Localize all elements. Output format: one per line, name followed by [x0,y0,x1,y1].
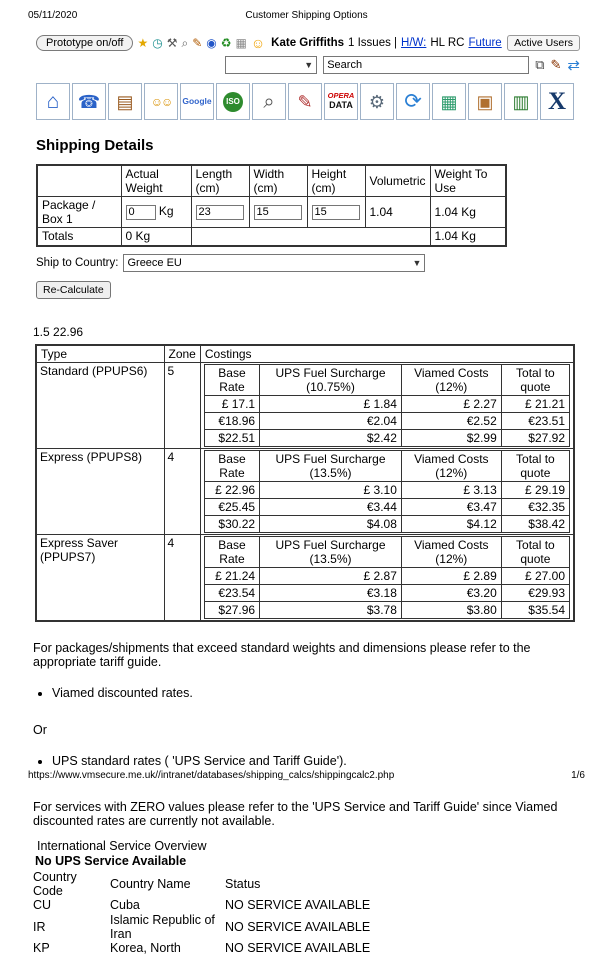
service-costings-cell [200,534,574,621]
cost-cell: £ 3.13 [401,481,501,498]
cost-cell: €29.93 [501,584,569,601]
volumetric-cell: 1.04 [365,197,430,228]
service-type: Standard (PPUPS6) [36,362,164,448]
service-row-express-saver [36,534,574,621]
pencil-icon[interactable]: ✎ [192,36,203,50]
service-zone: 5 [164,362,200,448]
book-button[interactable] [504,83,538,120]
cost-cell: £ 1.84 [260,395,402,412]
print-title: Customer Shipping Options [245,10,368,21]
cost-cell: £ 2.27 [401,395,501,412]
cost-cell: £ 2.89 [401,567,501,584]
cost-header-viamed: Viamed Costs (12%) [401,450,501,481]
cost-header-total: Total to quote [501,364,569,395]
svc-header-status: Status [225,876,261,891]
user-name: Kate Griffiths [271,37,345,49]
country-name: Cuba [110,898,140,912]
cost-cell: $27.96 [204,601,259,618]
actual-weight-unit: Kg [158,204,174,219]
country-code: KP [33,941,50,955]
country-status: NO SERVICE AVAILABLE [225,898,371,912]
cost-header-viamed: Viamed Costs (12%) [401,364,501,395]
cost-breakdown-table [204,536,570,619]
totals-spacer [191,228,430,246]
search-input[interactable] [323,56,529,74]
recycle-icon[interactable]: ♻ [220,36,232,50]
package-icon: ▣ [476,91,494,112]
or-text: Or [33,722,47,737]
totals-label: Totals [37,228,121,246]
length-input[interactable] [196,205,244,220]
image-icon: ▦ [440,91,458,112]
phone-icon: ☎ [77,91,101,112]
service-type: Express (PPUPS8) [36,448,164,534]
no-service-table [33,870,370,956]
chest-button[interactable] [108,83,142,120]
ship-header-height: Height (cm) [307,165,365,197]
actual-weight-cell [121,197,191,228]
cost-row-eur [204,498,569,515]
cost-row-usd [204,601,569,618]
package-button[interactable] [468,83,502,120]
ship-header-weight-to-use: Weight To Use [430,165,506,197]
svc-header-code: Country Code [33,869,77,898]
country-code: CU [33,898,52,912]
cost-header-base: Base Rate [204,364,259,395]
cost-row-usd [204,515,569,532]
cost-cell: €3.44 [260,498,402,515]
topbar [36,35,580,51]
tools-icon[interactable]: ⚒ [166,36,178,50]
service-costings-cell [200,362,574,448]
cost-row-gbp [204,481,569,498]
svc-header-name: Country Name [110,876,191,891]
cost-cell: $2.42 [260,429,402,446]
country-name: Korea, North [110,941,181,955]
ship-to-row [36,254,613,272]
magnifier-icon[interactable]: ⌕ [181,36,189,50]
service-type: Express Saver (PPUPS7) [36,534,164,621]
clock-icon[interactable]: ◷ [152,36,163,50]
service-costings-cell [200,448,574,534]
costings-header-type: Type [36,345,164,363]
cost-header-fuel: UPS Fuel Surcharge (13.5%) [260,536,402,567]
users-icon: ☺☺ [150,94,172,109]
tariff-note: For packages/shipments that exceed standard weights and dimensions please refer to the appropriate tariff guide. [33,640,531,669]
cost-breakdown-table [204,364,570,447]
iso-icon: ISO [223,92,243,112]
cost-cell: €23.51 [501,412,569,429]
search-icon: ⌕ [263,90,275,113]
print-header [0,0,613,21]
cost-header-base: Base Rate [204,536,259,567]
cost-cell: $30.22 [204,515,259,532]
print-date: 05/11/2020 [28,10,78,21]
country-status: NO SERVICE AVAILABLE [225,941,371,955]
cost-cell: €32.35 [501,498,569,515]
cost-breakdown-table [204,450,570,533]
edit-document-icon: ✎ [297,91,313,112]
hw-link[interactable]: H/W: [401,37,427,49]
cost-header-base: Base Rate [204,450,259,481]
edit-document-button[interactable] [288,83,322,120]
cost-header-fuel: UPS Fuel Surcharge (13.5%) [260,450,402,481]
future-link[interactable]: Future [468,37,502,49]
no-ups-service-title: No UPS Service Available [35,853,187,868]
cost-row-eur [204,584,569,601]
footer-page-number: 1/6 [571,770,585,781]
cost-cell: €23.54 [204,584,259,601]
hw-value: HL RC [430,37,465,49]
external-link-icon[interactable]: ⧉ [535,57,545,72]
cost-cell: €3.18 [260,584,402,601]
google-icon: Google [182,96,212,107]
chevron-down-icon: ▼ [304,60,314,70]
service-zone: 4 [164,534,200,621]
star-icon[interactable]: ★ [137,36,149,50]
page-title: Shipping Details [36,137,154,154]
home-button[interactable] [36,83,70,120]
grid-icon[interactable]: ▦ [235,36,247,50]
cost-cell: €18.96 [204,412,259,429]
prototype-toggle-button[interactable]: Prototype on/off [36,35,133,51]
search-tool-button[interactable] [252,83,286,120]
cost-cell: $27.92 [501,429,569,446]
ship-to-country-selected: Greece EU [127,256,182,269]
cost-cell: $4.08 [260,515,402,532]
cost-cell: £ 21.24 [204,567,259,584]
cost-row-eur [204,412,569,429]
bullet-ups-rates: • UPS standard rates ( 'UPS Service and Tariff Guide'). [52,754,613,768]
height-cell [307,197,365,228]
cost-row-gbp [204,395,569,412]
cost-header-fuel: UPS Fuel Surcharge (10.75%) [260,364,402,395]
package-row-label: Package / Box 1 [37,197,121,228]
cost-cell: $3.78 [260,601,402,618]
cost-row-usd [204,429,569,446]
costings-header-zone: Zone [164,345,200,363]
cost-cell: $35.54 [501,601,569,618]
iso-button[interactable] [216,83,250,120]
cost-cell: €2.04 [260,412,402,429]
compose-icon[interactable]: ✎ [550,57,562,72]
gears-button[interactable] [360,83,394,120]
chest-icon: ▤ [116,91,134,112]
ship-header-actual-weight: Actual Weight [121,165,191,197]
cost-cell: €2.52 [401,412,501,429]
width-input[interactable] [254,205,302,220]
chevron-down-icon: ▼ [412,257,422,268]
cost-cell: £ 29.19 [501,481,569,498]
country-code: IR [33,919,46,934]
excel-icon: X [547,88,567,115]
google-button[interactable] [180,83,214,120]
bullet-viamed-rates: • Viamed discounted rates. [52,686,613,700]
ship-to-country-select[interactable] [123,254,425,272]
quick-nav-select[interactable] [225,56,317,74]
cost-header-total: Total to quote [501,450,569,481]
ship-header-blank [37,165,121,197]
weight-to-use-cell: 1.04 Kg [430,197,506,228]
refresh-icon: ⟳ [404,90,422,113]
cost-row-gbp [204,567,569,584]
service-row-express [36,448,574,534]
costings-header-costings: Costings [200,345,574,363]
search-row [0,56,580,74]
cost-cell: $3.80 [401,601,501,618]
cost-cell: €3.47 [401,498,501,515]
width-cell [249,197,307,228]
rates-bullet-list [52,686,613,700]
totals-row [37,228,506,246]
footer-url: https://www.vmsecure.me.uk//intranet/databases/shipping_calcs/shippingcalc2.php [28,770,395,781]
ship-header-volumetric: Volumetric [365,165,430,197]
table-row [33,913,370,941]
actual-weight-input[interactable] [126,205,156,220]
ship-to-label: Ship to Country: [36,256,119,269]
opera-data-icon: OPERA DATA [327,91,355,110]
service-zone: 4 [164,448,200,534]
sync-icon[interactable]: ⇄ [567,57,580,74]
costings-table [35,344,575,622]
recalculate-button[interactable]: Re-Calculate [36,281,111,299]
globe-icon[interactable]: ◉ [206,36,217,50]
cost-cell: $22.51 [204,429,259,446]
cost-cell: $4.12 [401,515,501,532]
book-icon: ▥ [512,91,530,112]
image-button[interactable] [432,83,466,120]
length-cell [191,197,249,228]
cost-cell: $2.99 [401,429,501,446]
home-icon: ⌂ [46,90,60,113]
cost-cell: £ 27.00 [501,567,569,584]
package-row [37,197,506,228]
refresh-button[interactable] [396,83,430,120]
cost-cell: £ 22.96 [204,481,259,498]
rates-bullet-list-2 [52,754,613,768]
country-status: NO SERVICE AVAILABLE [225,919,371,934]
cost-header-total: Total to quote [501,536,569,567]
cost-cell: £ 3.10 [260,481,402,498]
shipping-details-table [36,164,507,247]
ship-header-width: Width (cm) [249,165,307,197]
country-name: Islamic Republic of Iran [110,912,215,941]
phone-button[interactable] [72,83,106,120]
international-service-overview-title: International Service Overview [37,838,207,853]
debug-values: 1.5 22.96 [33,324,84,339]
cost-cell: £ 17.1 [204,395,259,412]
users-button[interactable] [144,83,178,120]
service-row-standard [36,362,574,448]
cost-cell: £ 2.87 [260,567,402,584]
cost-cell: €3.20 [401,584,501,601]
cost-cell: £ 21.21 [501,395,569,412]
active-users-button[interactable]: Active Users [507,35,580,51]
table-row [33,898,370,913]
print-footer [28,770,585,781]
zero-values-note: For services with ZERO values please refer to the 'UPS Service and Tariff Guide' since Viamed discounted rates are currently not available. [33,799,558,828]
cost-cell: €25.45 [204,498,259,515]
excel-button[interactable] [540,83,574,120]
table-row [33,941,370,956]
totals-actual-weight: 0 Kg [121,228,191,246]
totals-weight-to-use: 1.04 Kg [430,228,506,246]
main-toolbar [36,83,613,120]
cost-cell: $38.42 [501,515,569,532]
height-input[interactable] [312,205,360,220]
issues-count[interactable]: 1 Issues | [348,37,398,49]
smiley-icon: ☺ [250,35,266,51]
gears-icon: ⚙ [368,91,386,112]
cost-header-viamed: Viamed Costs (12%) [401,536,501,567]
ship-header-length: Length (cm) [191,165,249,197]
opera-data-button[interactable] [324,83,358,120]
